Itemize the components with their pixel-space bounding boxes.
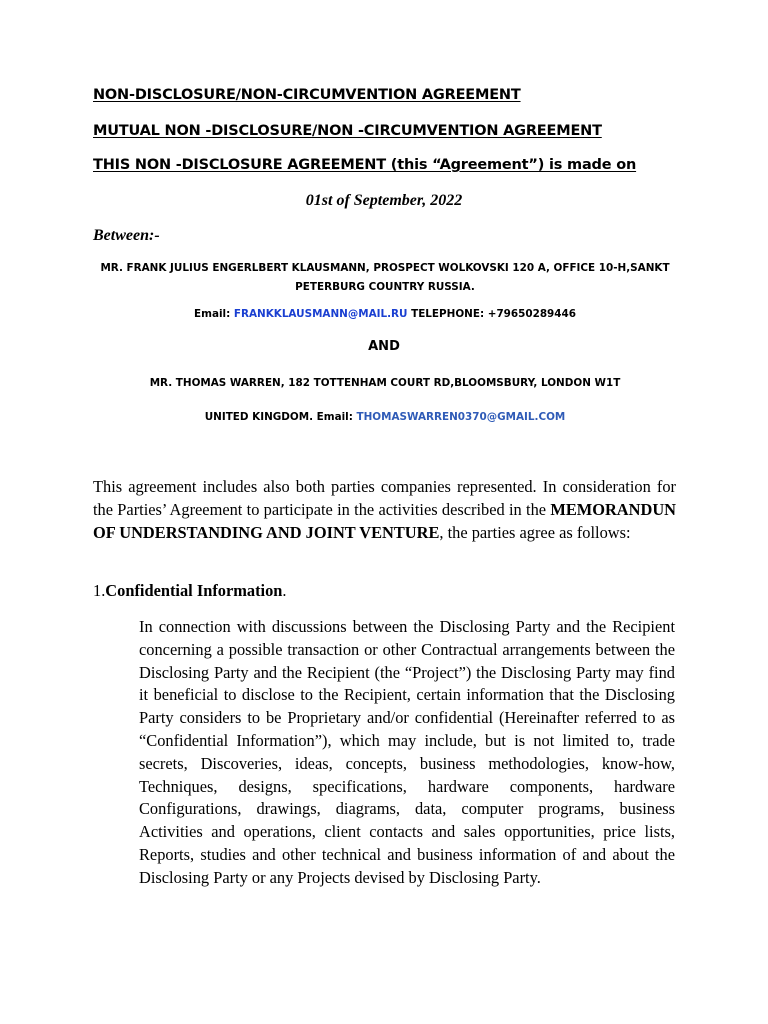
intro-emphasis: MEMORANDUN OF UNDERSTANDING AND JOINT VENTURE [93, 499, 676, 542]
section-1-heading-suffix: . [282, 581, 287, 600]
party-two-address: MR. THOMAS WARREN, 182 TOTTENHAM COURT RD,BLOOMSBURY, LONDON W1T [149, 377, 621, 389]
email-label: Email: [194, 308, 234, 320]
agreement-date: 01st of September, 2022 [305, 192, 463, 209]
section-1-body: In connection with discussions between the Disclosing Party and the Recipient concerning a possible transaction or other Contractual arrangements between the Disclosing Party and the Recipient (the “Project”) the Disclosing Party may find it beneficial to disclose to the Recipient, certain information that the Disclosing Party considers to be Proprietary and/or confidential (Hereinafter referred to as “Confidential Information”), which may include, but is not limited to, trade secrets, Discoveries, ideas, concepts, business methodologies, know-how, Techniques, designs, specifications, hardware components, hardware Configurations, drawings, diagrams, data, computer programs, business Activities and operations, client contacts and sales opportunities, price lists, Reports, studies and other technical and business information of and about the Disclosing Party or any Projects devised by Disclosing Party. [139, 617, 675, 887]
section-1-heading: Confidential Information [105, 581, 283, 600]
agreement-intro-heading: THIS NON -DISCLOSURE AGREEMENT (this “Agreement”) is made on [93, 157, 637, 173]
telephone-label: TELEPHONE: [407, 308, 488, 320]
intro-paragraph [93, 476, 676, 544]
party-two-contact [80, 408, 690, 427]
party-one-telephone: +79650289446 [487, 308, 576, 320]
intro-text-after: , the parties agree as follows: [439, 522, 631, 542]
section-1-title [93, 581, 287, 601]
country-email-label: UNITED KINGDOM. Email: [204, 411, 357, 423]
party-one-email-link[interactable]: FRANKKLAUSMANN@MAIL.RU [233, 308, 408, 320]
document-title: NON-DISCLOSURE/NON-CIRCUMVENTION AGREEMENT [93, 87, 521, 103]
and-separator: AND [368, 339, 400, 354]
party-one-address: MR. FRANK JULIUS ENGERLBERT KLAUSMANN, PROSPECT WOLKOVSKI 120 A, OFFICE 10-H,SANKT PETERBURG COUNTRY RUSSIA. [100, 262, 670, 293]
section-1-number: 1. [93, 581, 106, 600]
intro-text-before: This agreement includes also both parties companies represented. In consideration for the Parties’ Agreement to participate in the activities described in the [93, 477, 676, 519]
document-subtitle: MUTUAL NON -DISCLOSURE/NON -CIRCUMVENTION AGREEMENT [93, 123, 602, 139]
between-label: Between:- [93, 227, 160, 244]
party-one-contact [80, 305, 690, 324]
party-two-email-link[interactable]: THOMASWARREN0370@GMAIL.COM [356, 411, 566, 423]
